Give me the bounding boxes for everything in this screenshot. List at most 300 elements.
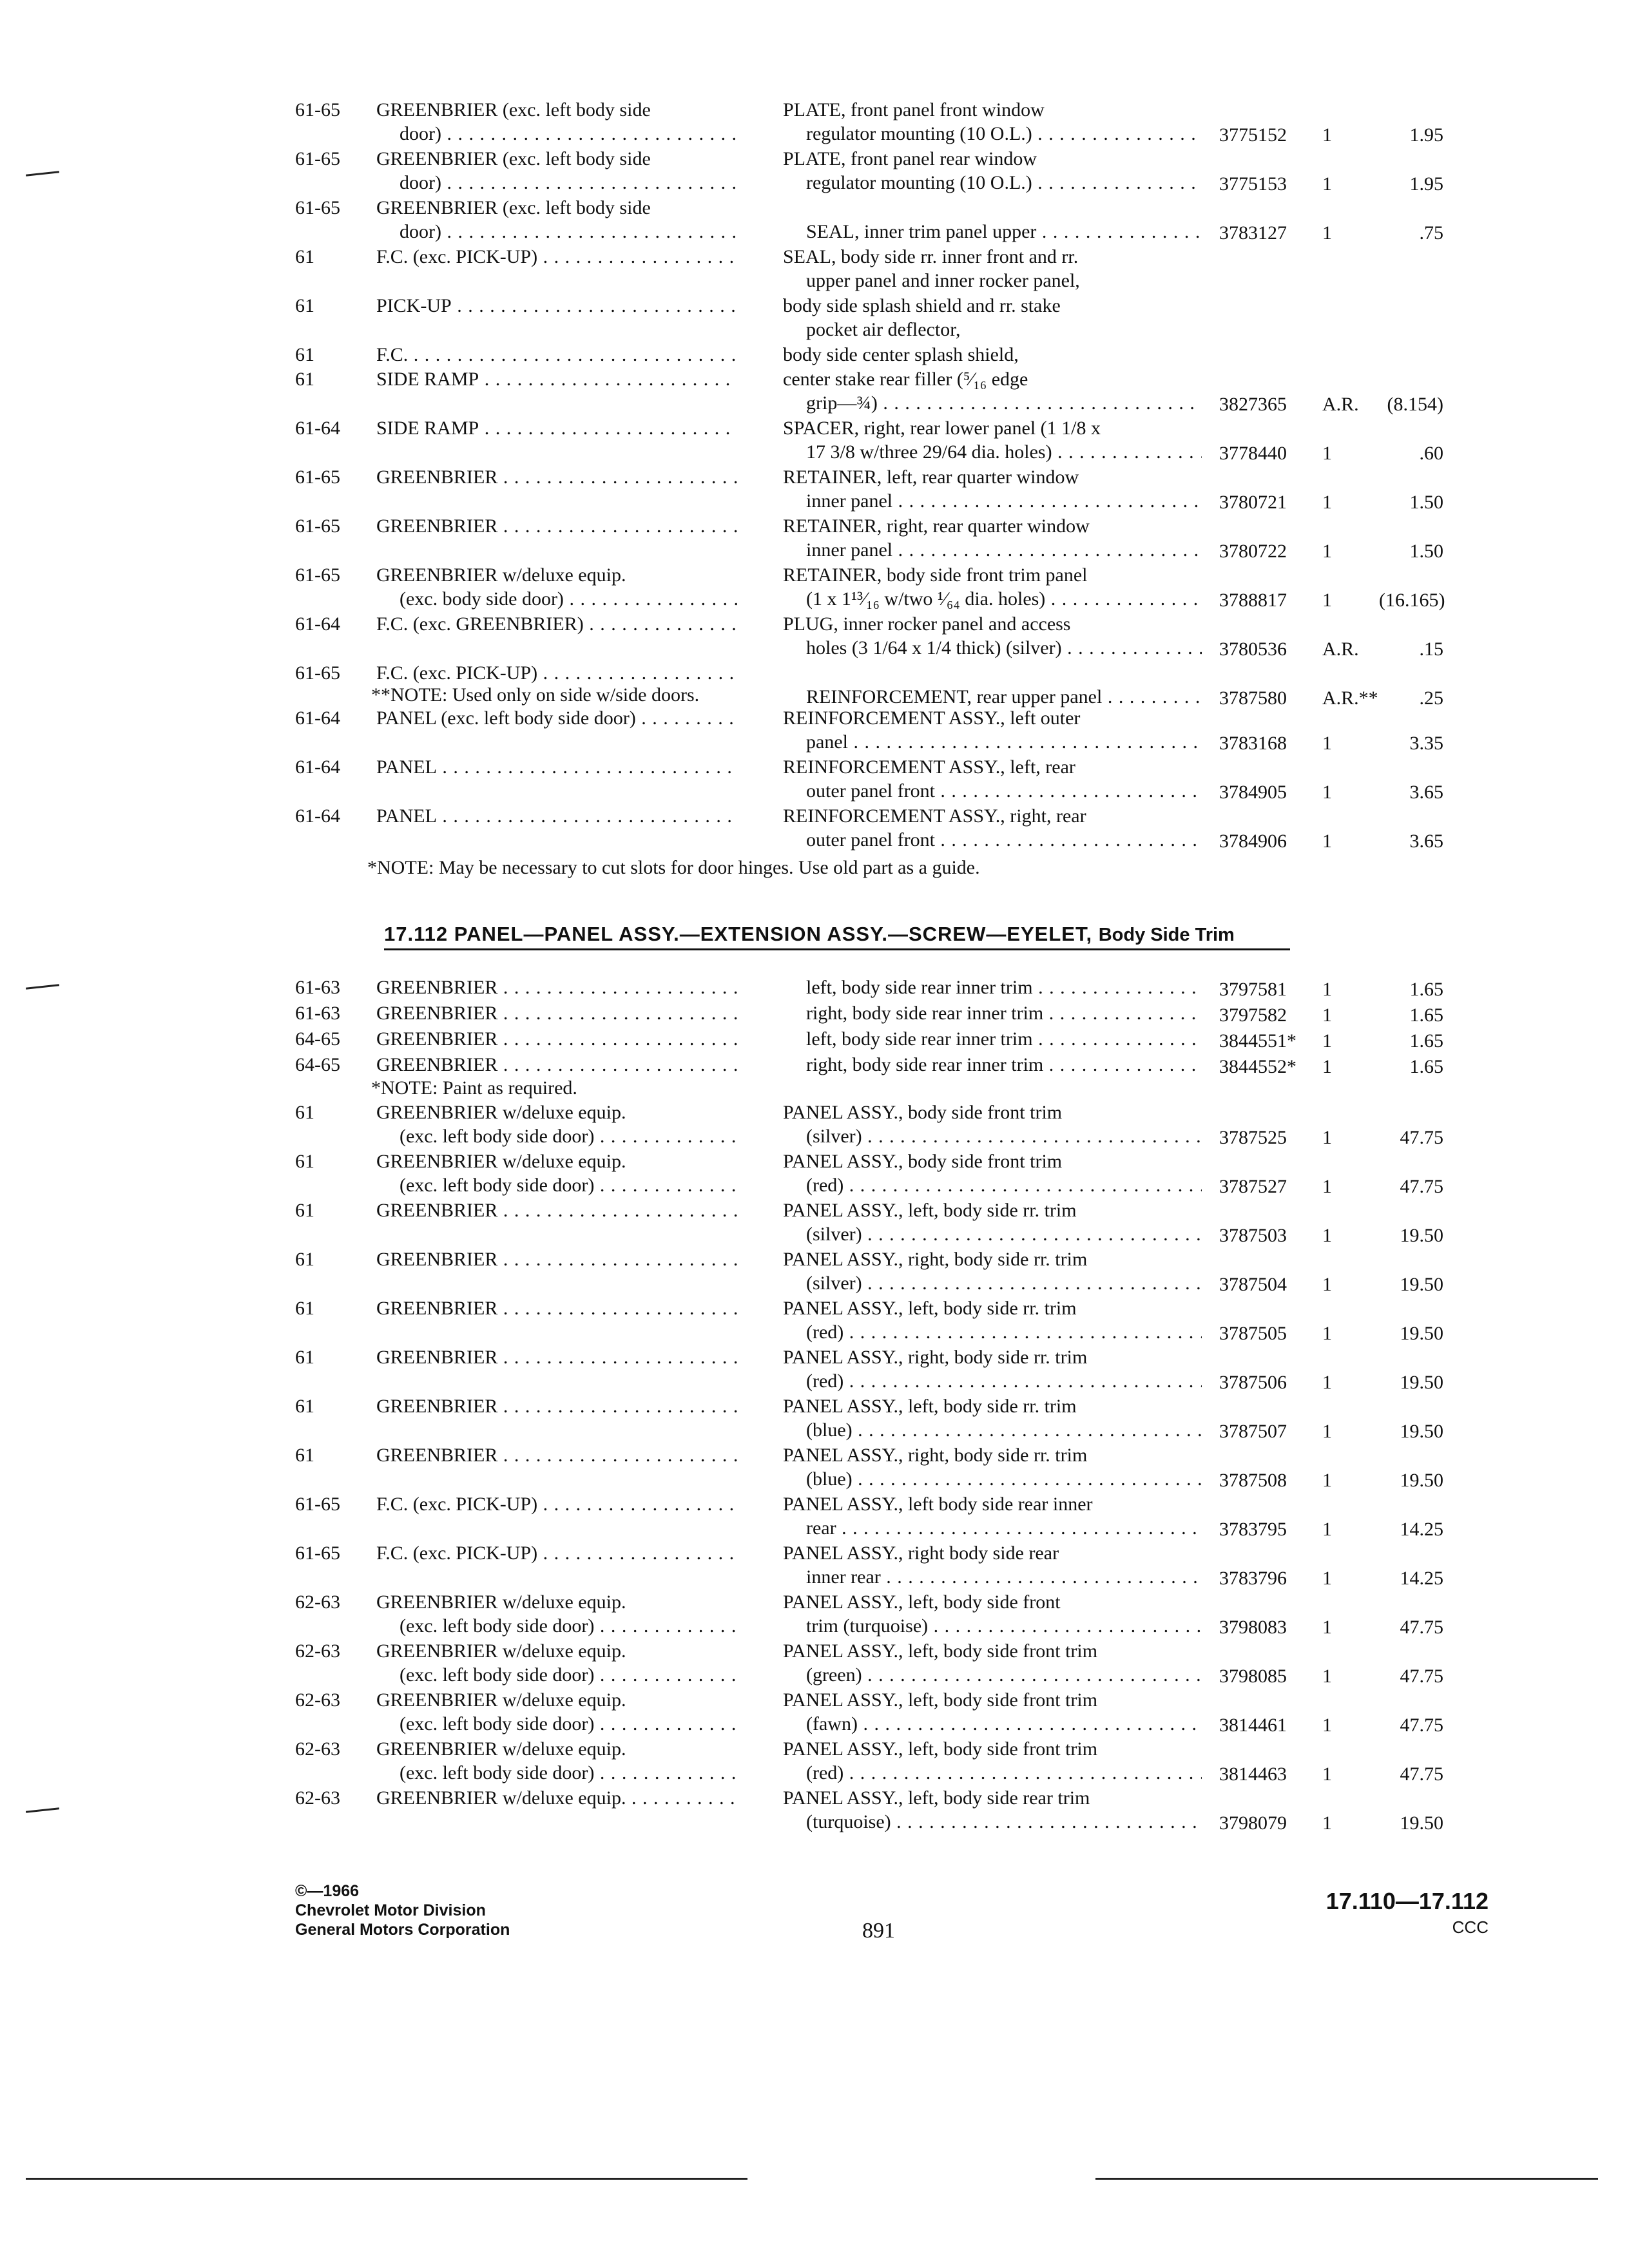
part-number: 3844552* bbox=[1219, 1056, 1296, 1077]
model-year: 61 bbox=[295, 246, 314, 267]
part-description bbox=[783, 563, 1202, 611]
model-application bbox=[376, 804, 737, 828]
table-row bbox=[0, 1394, 1629, 1443]
model-line-1: GREENBRIER . . . bbox=[376, 514, 737, 538]
price: 14.25 bbox=[1400, 1519, 1443, 1540]
quantity: 1 bbox=[1322, 1056, 1332, 1077]
table-row bbox=[0, 245, 1629, 294]
model-line-2: (exc. left body side door) . . . bbox=[376, 1712, 737, 1736]
model-application bbox=[376, 1198, 737, 1222]
footer-section-ref bbox=[1321, 1887, 1489, 1938]
description-line-1: PANEL ASSY., left, body side rr. trim bbox=[783, 1298, 1077, 1319]
quantity: 1 bbox=[1322, 1715, 1332, 1736]
quantity: 1 bbox=[1322, 1666, 1332, 1687]
model-application bbox=[376, 1100, 737, 1148]
model-year: 61 bbox=[295, 1298, 314, 1319]
description-line-1: PANEL ASSY., right body side rear bbox=[783, 1542, 1059, 1564]
quantity: 1 bbox=[1322, 1617, 1332, 1638]
quantity: 1 bbox=[1322, 492, 1332, 513]
model-year: 61 bbox=[295, 1249, 314, 1270]
quantity: A.R.** bbox=[1322, 687, 1378, 709]
model-year: 64-65 bbox=[295, 1054, 340, 1075]
model-line-1: GREENBRIER . . . bbox=[376, 1394, 737, 1418]
model-line-1: PANEL . . . bbox=[376, 804, 737, 828]
model-year: 61 bbox=[295, 1445, 314, 1466]
model-application bbox=[376, 147, 737, 195]
model-year: 62-63 bbox=[295, 1640, 340, 1662]
description-line-1: PANEL ASSY., right, body side rr. trim bbox=[783, 1445, 1088, 1466]
model-line-1: GREENBRIER . . . bbox=[376, 1001, 737, 1025]
model-application bbox=[376, 98, 737, 146]
model-year: 61-65 bbox=[295, 197, 340, 218]
model-line-2: (exc. left body side door) . . . bbox=[376, 1124, 737, 1148]
part-number: 3787504 bbox=[1219, 1274, 1287, 1295]
part-number: 3787580 bbox=[1219, 687, 1287, 709]
description-line-1: PANEL ASSY., right, body side rr. trim bbox=[783, 1249, 1088, 1270]
price: 3.65 bbox=[1409, 831, 1443, 852]
model-application bbox=[376, 416, 737, 440]
model-line-1: PANEL (exc. left body side door) . . . bbox=[376, 706, 737, 730]
model-application bbox=[376, 1786, 737, 1810]
part-number: 3844551* bbox=[1219, 1030, 1296, 1052]
part-description bbox=[783, 755, 1202, 803]
model-year: 62-63 bbox=[295, 1738, 340, 1760]
table-row bbox=[0, 1001, 1629, 1027]
model-application bbox=[376, 975, 737, 999]
part-number: 3783796 bbox=[1219, 1568, 1287, 1589]
model-year: 61 bbox=[295, 369, 314, 390]
price: .75 bbox=[1419, 222, 1443, 244]
table-row bbox=[0, 1100, 1629, 1149]
part-description bbox=[783, 416, 1202, 464]
description-line-2: inner panel . . . bbox=[783, 538, 1202, 562]
model-application bbox=[376, 1053, 737, 1077]
price: 19.50 bbox=[1400, 1421, 1443, 1442]
model-year: 61-65 bbox=[295, 564, 340, 586]
price: 1.95 bbox=[1409, 173, 1443, 195]
description-line-2: trim (turquoise) . . . bbox=[783, 1614, 1202, 1638]
model-line-1: GREENBRIER (exc. left body side bbox=[376, 148, 651, 169]
table-row bbox=[0, 1053, 1629, 1079]
model-line-1: F.C. . . . bbox=[376, 343, 737, 367]
model-line-1: SIDE RAMP . . . bbox=[376, 367, 737, 391]
part-number: 3787527 bbox=[1219, 1176, 1287, 1197]
price: 19.50 bbox=[1400, 1812, 1443, 1834]
description-line-1: REINFORCEMENT ASSY., left outer bbox=[783, 707, 1081, 729]
part-description bbox=[783, 1639, 1202, 1687]
price: .15 bbox=[1419, 639, 1443, 660]
price: 19.50 bbox=[1400, 1323, 1443, 1344]
model-line-1: GREENBRIER . . . bbox=[376, 1296, 737, 1320]
description-line-2: grip—¾) . . . bbox=[783, 391, 1202, 415]
description-line-2: (fawn) . . . bbox=[783, 1712, 1202, 1736]
model-line-2: door) . . . bbox=[376, 122, 737, 146]
description-line-1: left, body side rear inner trim . . . bbox=[783, 1027, 1202, 1051]
description-line-2: (blue) . . . bbox=[783, 1467, 1202, 1491]
footer-corporation: General Motors Corporation bbox=[295, 1921, 510, 1939]
description-line-2: pocket air deflector, bbox=[806, 319, 961, 340]
price: 19.50 bbox=[1400, 1274, 1443, 1295]
part-description bbox=[783, 706, 1202, 754]
table-row bbox=[0, 98, 1629, 147]
model-year: 61-65 bbox=[295, 148, 340, 169]
quantity: 1 bbox=[1322, 541, 1332, 562]
part-number: 3788817 bbox=[1219, 590, 1287, 611]
price: 47.75 bbox=[1400, 1617, 1443, 1638]
description-line-1: body side center splash shield, bbox=[783, 344, 1019, 365]
model-application bbox=[376, 661, 737, 685]
description-line-1: PANEL ASSY., right, body side rr. trim bbox=[783, 1347, 1088, 1368]
description-line-2: outer panel front . . . bbox=[783, 828, 1202, 852]
quantity: 1 bbox=[1322, 979, 1332, 1000]
description-line-2: (red) . . . bbox=[783, 1320, 1202, 1344]
model-line-1: GREENBRIER w/deluxe equip. bbox=[376, 1102, 626, 1123]
price: 47.75 bbox=[1400, 1127, 1443, 1148]
model-application bbox=[376, 465, 737, 489]
part-number: 3797582 bbox=[1219, 1004, 1287, 1026]
table-row bbox=[0, 1590, 1629, 1639]
table-row bbox=[0, 1492, 1629, 1541]
model-line-1: F.C. (exc. PICK-UP) . . . bbox=[376, 661, 737, 685]
price: 1.65 bbox=[1409, 1030, 1443, 1052]
model-line-1: GREENBRIER . . . bbox=[376, 975, 737, 999]
description-line-1: PLUG, inner rocker panel and access bbox=[783, 613, 1071, 635]
model-application bbox=[376, 1345, 737, 1369]
model-application bbox=[376, 1149, 737, 1197]
footer-section-range: 17.110—17.112 bbox=[1325, 1888, 1489, 1914]
price: 1.50 bbox=[1409, 492, 1443, 513]
model-year: 61 bbox=[295, 1151, 314, 1172]
model-line-1: GREENBRIER . . . bbox=[376, 1198, 737, 1222]
model-line-1: F.C. (exc. PICK-UP) . . . bbox=[376, 1492, 737, 1516]
part-number: 3778440 bbox=[1219, 443, 1287, 464]
description-line-1: PANEL ASSY., left body side rear inner bbox=[783, 1494, 1093, 1515]
part-number: 3787507 bbox=[1219, 1421, 1287, 1442]
model-application bbox=[376, 706, 737, 730]
model-line-1: PICK-UP . . . bbox=[376, 294, 737, 318]
model-line-1: F.C. (exc. GREENBRIER) . . . bbox=[376, 612, 737, 636]
model-application bbox=[376, 1737, 737, 1785]
part-number: 3783127 bbox=[1219, 222, 1287, 244]
model-line-2: (exc. left body side door) . . . bbox=[376, 1614, 737, 1638]
part-number: 3780536 bbox=[1219, 639, 1287, 660]
table-row bbox=[0, 1149, 1629, 1198]
part-number: 3783795 bbox=[1219, 1519, 1287, 1540]
price: 19.50 bbox=[1400, 1225, 1443, 1246]
model-line-1: F.C. (exc. PICK-UP) . . . bbox=[376, 245, 737, 269]
description-line-2: holes (3 1/64 x 1/4 thick) (silver) . . . bbox=[783, 636, 1202, 660]
model-line-1: GREENBRIER w/deluxe equip. bbox=[376, 1151, 626, 1172]
table-row bbox=[0, 612, 1629, 661]
table-row bbox=[0, 1296, 1629, 1345]
part-description bbox=[783, 1688, 1202, 1736]
part-description bbox=[783, 1198, 1202, 1246]
part-description bbox=[783, 1296, 1202, 1344]
description-line-2: outer panel front . . . bbox=[783, 779, 1202, 803]
quantity: 1 bbox=[1322, 1763, 1332, 1785]
model-line-1: GREENBRIER (exc. left body side bbox=[376, 99, 651, 120]
description-line-1: body side splash shield and rr. stake bbox=[783, 295, 1061, 316]
model-year: 61 bbox=[295, 344, 314, 365]
quantity: 1 bbox=[1322, 590, 1332, 611]
part-number: 3775153 bbox=[1219, 173, 1287, 195]
part-description bbox=[783, 1443, 1202, 1491]
quantity: 1 bbox=[1322, 1372, 1332, 1393]
model-application bbox=[376, 1443, 737, 1467]
part-number: 3784905 bbox=[1219, 782, 1287, 803]
description-line-2: rear . . . bbox=[783, 1516, 1202, 1540]
section-heading-title: 17.112 PANEL—PANEL ASSY.—EXTENSION ASSY.—SCREW—EYELET, bbox=[384, 923, 1093, 945]
model-line-2: (exc. left body side door) . . . bbox=[376, 1663, 737, 1687]
price: 47.75 bbox=[1400, 1176, 1443, 1197]
model-application bbox=[376, 1027, 737, 1051]
model-application bbox=[376, 1247, 737, 1271]
description-line-1: PANEL ASSY., left, body side front trim bbox=[783, 1738, 1098, 1760]
part-number: 3797581 bbox=[1219, 979, 1287, 1000]
quantity: A.R. bbox=[1322, 639, 1359, 660]
model-line-1: GREENBRIER . . . bbox=[376, 465, 737, 489]
table-row bbox=[0, 1345, 1629, 1394]
price: 47.75 bbox=[1400, 1715, 1443, 1736]
price: .25 bbox=[1419, 687, 1443, 709]
price: 3.65 bbox=[1409, 782, 1443, 803]
description-line-1: PANEL ASSY., left, body side rear trim bbox=[783, 1787, 1090, 1809]
description-line-1: PANEL ASSY., body side front trim bbox=[783, 1102, 1063, 1123]
price: 3.35 bbox=[1409, 733, 1443, 754]
price: .60 bbox=[1419, 443, 1443, 464]
model-application bbox=[376, 1590, 737, 1638]
quantity: 1 bbox=[1322, 173, 1332, 195]
description-line-2: regulator mounting (10 O.L.) . . . bbox=[783, 122, 1202, 146]
part-description bbox=[783, 661, 1202, 709]
footer-code: CCC bbox=[1452, 1917, 1489, 1937]
description-line-1: PLATE, front panel rear window bbox=[783, 148, 1037, 169]
note-paint: *NOTE: Paint as required. bbox=[371, 1077, 577, 1099]
part-number: 3787508 bbox=[1219, 1470, 1287, 1491]
quantity: 1 bbox=[1322, 1812, 1332, 1834]
description-line-2: (red) . . . bbox=[783, 1173, 1202, 1197]
quantity: 1 bbox=[1322, 1004, 1332, 1026]
quantity: A.R. bbox=[1322, 394, 1359, 415]
model-line-1: GREENBRIER w/deluxe equip. bbox=[376, 1640, 626, 1662]
footer-publisher bbox=[295, 1881, 510, 1939]
part-description bbox=[783, 343, 1202, 367]
model-year: 61-65 bbox=[295, 1542, 340, 1564]
table-row bbox=[0, 1247, 1629, 1296]
description-line-1: PANEL ASSY., left, body side front trim bbox=[783, 1689, 1098, 1711]
quantity: 1 bbox=[1322, 1421, 1332, 1442]
description-line-2: SEAL, inner trim panel upper . . . bbox=[783, 220, 1202, 244]
table-row bbox=[0, 147, 1629, 196]
table-row bbox=[0, 661, 1629, 710]
description-line-1: REINFORCEMENT ASSY., left, rear bbox=[783, 756, 1075, 778]
table-row bbox=[0, 804, 1629, 853]
quantity: 1 bbox=[1322, 1127, 1332, 1148]
model-application bbox=[376, 1639, 737, 1687]
model-line-2: (exc. body side door) . . . bbox=[376, 587, 737, 611]
part-description bbox=[783, 465, 1202, 513]
part-number: 3798085 bbox=[1219, 1666, 1287, 1687]
price: 1.65 bbox=[1409, 1004, 1443, 1026]
model-year: 61-64 bbox=[295, 707, 340, 729]
model-line-1: GREENBRIER w/deluxe equip. bbox=[376, 1738, 626, 1760]
quantity: 1 bbox=[1322, 222, 1332, 244]
description-line-2: (blue) . . . bbox=[783, 1418, 1202, 1442]
description-line-2: (red) . . . bbox=[783, 1761, 1202, 1785]
part-number: 3814461 bbox=[1219, 1715, 1287, 1736]
note-door-hinges: *NOTE: May be necessary to cut slots for door hinges. Use old part as a guide. bbox=[367, 857, 980, 878]
model-year: 61-65 bbox=[295, 1494, 340, 1515]
description-line-2: 17 3/8 w/three 29/64 dia. holes) . . . bbox=[783, 440, 1202, 464]
model-application bbox=[376, 196, 737, 244]
section-heading bbox=[384, 923, 1290, 950]
model-application bbox=[376, 1688, 737, 1736]
model-application bbox=[376, 367, 737, 391]
model-year: 61 bbox=[295, 1396, 314, 1417]
table-row bbox=[0, 1198, 1629, 1247]
quantity: 1 bbox=[1322, 1225, 1332, 1246]
model-year: 61-64 bbox=[295, 613, 340, 635]
quantity: 1 bbox=[1322, 1470, 1332, 1491]
note-side-doors: **NOTE: Used only on side w/side doors. bbox=[371, 684, 700, 706]
description-line-1: REINFORCEMENT ASSY., right, rear bbox=[783, 805, 1086, 827]
description-line-1: PANEL ASSY., left, body side front trim bbox=[783, 1640, 1098, 1662]
model-application bbox=[376, 1296, 737, 1320]
table-row bbox=[0, 1737, 1629, 1786]
part-number: 3787503 bbox=[1219, 1225, 1287, 1246]
table-row bbox=[0, 367, 1629, 416]
quantity: 1 bbox=[1322, 443, 1332, 464]
model-application bbox=[376, 294, 737, 318]
part-description bbox=[783, 804, 1202, 852]
table-row bbox=[0, 465, 1629, 514]
part-description bbox=[783, 1737, 1202, 1785]
description-line-2: regulator mounting (10 O.L.) . . . bbox=[783, 171, 1202, 195]
part-description bbox=[783, 367, 1202, 415]
model-application bbox=[376, 343, 737, 367]
description-line-1: right, body side rear inner trim . . . bbox=[783, 1001, 1202, 1025]
table-row bbox=[0, 563, 1629, 612]
quantity: 1 bbox=[1322, 1323, 1332, 1344]
table-row bbox=[0, 514, 1629, 563]
description-line-1: PANEL ASSY., left, body side front bbox=[783, 1591, 1061, 1613]
section-heading-subtitle: Body Side Trim bbox=[1098, 925, 1235, 945]
description-line-1: right, body side rear inner trim . . . bbox=[783, 1053, 1202, 1077]
model-line-1: GREENBRIER w/deluxe equip. bbox=[376, 1591, 626, 1613]
model-line-1: PANEL . . . bbox=[376, 755, 737, 779]
quantity: 1 bbox=[1322, 782, 1332, 803]
model-year: 61-65 bbox=[295, 466, 340, 488]
footer-copyright: ©—1966 bbox=[295, 1882, 360, 1900]
description-line-2: (red) . . . bbox=[783, 1369, 1202, 1393]
table-row bbox=[0, 416, 1629, 465]
part-number: 3798079 bbox=[1219, 1812, 1287, 1834]
model-line-1: GREENBRIER (exc. left body side bbox=[376, 197, 651, 218]
description-line-1: PANEL ASSY., left, body side rr. trim bbox=[783, 1396, 1077, 1417]
quantity: 1 bbox=[1322, 1176, 1332, 1197]
table-row bbox=[0, 975, 1629, 1001]
table-row bbox=[0, 1443, 1629, 1492]
part-description bbox=[783, 975, 1202, 999]
model-line-1: GREENBRIER . . . bbox=[376, 1345, 737, 1369]
model-year: 61-65 bbox=[295, 515, 340, 537]
price: (16.165) bbox=[1379, 590, 1445, 611]
part-description bbox=[783, 1345, 1202, 1393]
part-description bbox=[783, 1394, 1202, 1442]
model-line-1: GREENBRIER . . . bbox=[376, 1027, 737, 1051]
model-application bbox=[376, 1541, 737, 1565]
table-row bbox=[0, 1786, 1629, 1835]
part-number: 3787505 bbox=[1219, 1323, 1287, 1344]
table-row bbox=[0, 706, 1629, 755]
part-description bbox=[783, 514, 1202, 562]
model-line-1: GREENBRIER w/deluxe equip. bbox=[376, 1689, 626, 1711]
price: 1.65 bbox=[1409, 979, 1443, 1000]
price: 1.95 bbox=[1409, 124, 1443, 146]
quantity: 1 bbox=[1322, 124, 1332, 146]
model-line-2: door) . . . bbox=[376, 220, 737, 244]
part-description bbox=[783, 98, 1202, 146]
part-description bbox=[783, 1027, 1202, 1051]
table-row bbox=[0, 294, 1629, 343]
part-number: 3784906 bbox=[1219, 831, 1287, 852]
model-year: 61 bbox=[295, 1347, 314, 1368]
bottom-rule bbox=[26, 2178, 747, 2180]
model-year: 64-65 bbox=[295, 1028, 340, 1050]
model-line-1: SIDE RAMP . . . bbox=[376, 416, 737, 440]
description-line-1: PANEL ASSY., left, body side rr. trim bbox=[783, 1200, 1077, 1221]
description-line-1: PLATE, front panel front window bbox=[783, 99, 1045, 120]
model-year: 61-63 bbox=[295, 1003, 340, 1024]
part-description bbox=[783, 147, 1202, 195]
part-description bbox=[783, 612, 1202, 660]
model-year: 61 bbox=[295, 1102, 314, 1123]
description-line-1: RETAINER, body side front trim panel bbox=[783, 564, 1088, 586]
description-line-2: (silver) . . . bbox=[783, 1222, 1202, 1246]
quantity: 1 bbox=[1322, 1030, 1332, 1052]
description-line-2: inner rear . . . bbox=[783, 1565, 1202, 1589]
description-line-2: panel . . . bbox=[783, 730, 1202, 754]
part-description bbox=[783, 294, 1202, 341]
part-description bbox=[783, 1149, 1202, 1197]
price: 47.75 bbox=[1400, 1666, 1443, 1687]
part-number: 3798083 bbox=[1219, 1617, 1287, 1638]
part-description bbox=[783, 196, 1202, 244]
part-number: 3814463 bbox=[1219, 1763, 1287, 1785]
model-line-2: (exc. left body side door) . . . bbox=[376, 1173, 737, 1197]
part-description bbox=[783, 1492, 1202, 1540]
table-row bbox=[0, 196, 1629, 245]
price: 14.25 bbox=[1400, 1568, 1443, 1589]
table-row bbox=[0, 1688, 1629, 1737]
model-application bbox=[376, 1492, 737, 1516]
part-description bbox=[783, 1001, 1202, 1025]
page-number: 891 bbox=[862, 1919, 895, 1943]
model-year: 61-65 bbox=[295, 662, 340, 684]
price: 47.75 bbox=[1400, 1763, 1443, 1785]
description-line-1: center stake rear filler (⁵⁄₁₆ edge bbox=[783, 369, 1028, 390]
part-number: 3780721 bbox=[1219, 492, 1287, 513]
model-application bbox=[376, 1394, 737, 1418]
description-line-2: inner panel . . . bbox=[783, 489, 1202, 513]
part-number: 3775152 bbox=[1219, 124, 1287, 146]
quantity: 1 bbox=[1322, 1568, 1332, 1589]
part-description bbox=[783, 1053, 1202, 1077]
description-line-2: (silver) . . . bbox=[783, 1271, 1202, 1295]
description-line-2: REINFORCEMENT, rear upper panel . . . bbox=[783, 685, 1202, 709]
description-line-1: RETAINER, left, rear quarter window bbox=[783, 466, 1079, 488]
part-description bbox=[783, 1541, 1202, 1589]
